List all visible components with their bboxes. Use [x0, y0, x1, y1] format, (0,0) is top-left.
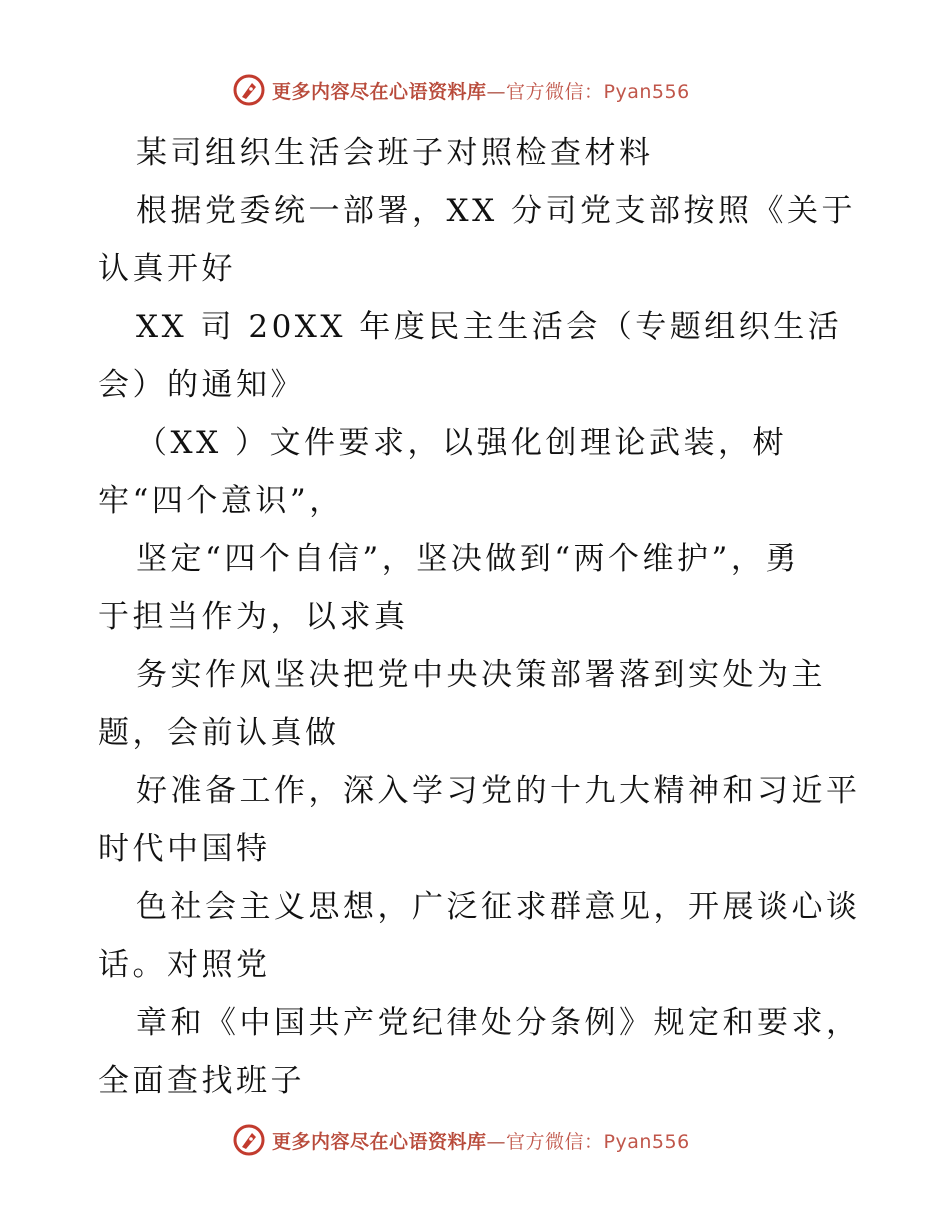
- text-line: 全面查找班子: [98, 1063, 305, 1099]
- text-line: 好准备工作，深入学习党的十九大精神和习近平: [136, 773, 861, 809]
- watermark-slogan: 更多内容尽在心语资料库: [272, 80, 487, 103]
- header-watermark: [232, 72, 732, 108]
- pen-nib-logo-icon: [232, 73, 266, 107]
- watermark-wechat-id: Pyan556: [603, 1130, 690, 1153]
- text-line: 坚定“四个自信”，坚决做到“两个维护”，勇: [136, 541, 800, 577]
- text-line: 牢“四个意识”，: [98, 483, 344, 519]
- text-line: 时代中国特: [98, 831, 271, 867]
- text-line: 题，会前认真做: [98, 715, 340, 751]
- watermark-separator: —: [486, 1130, 507, 1153]
- text-line: 章和《中国共产党纪律处分条例》规定和要求，: [136, 1005, 861, 1041]
- text-line: 务实作风坚决把党中央决策部署落到实处为主: [136, 657, 826, 693]
- pen-nib-logo-icon: [232, 1123, 266, 1157]
- text-line: 认真开好: [98, 251, 236, 287]
- text-line: 根据党委统一部署，XX 分司党支部按照《关于: [136, 193, 856, 229]
- document-body: [98, 124, 861, 1110]
- watermark-slogan: 更多内容尽在心语资料库: [272, 1130, 487, 1153]
- text-line: （XX ）文件要求，以强化创理论武装，树: [136, 425, 787, 461]
- watermark-wechat-id: Pyan556: [603, 80, 690, 103]
- text-line: 话。对照党: [98, 947, 271, 983]
- text-line: XX 司 20XX 年度民主生活会（专题组织生活: [136, 309, 843, 345]
- watermark-wechat-label: 官方微信：: [506, 1130, 604, 1153]
- watermark-wechat-label: 官方微信：: [506, 80, 604, 103]
- watermark-separator: —: [486, 80, 507, 103]
- document-title: 某司组织生活会班子对照检查材料: [136, 135, 654, 171]
- footer-watermark: [232, 1122, 732, 1158]
- text-line: 色社会主义思想，广泛征求群意见，开展谈心谈: [136, 889, 861, 925]
- text-line: 会）的通知》: [98, 367, 305, 403]
- text-line: 于担当作为，以求真: [98, 599, 409, 635]
